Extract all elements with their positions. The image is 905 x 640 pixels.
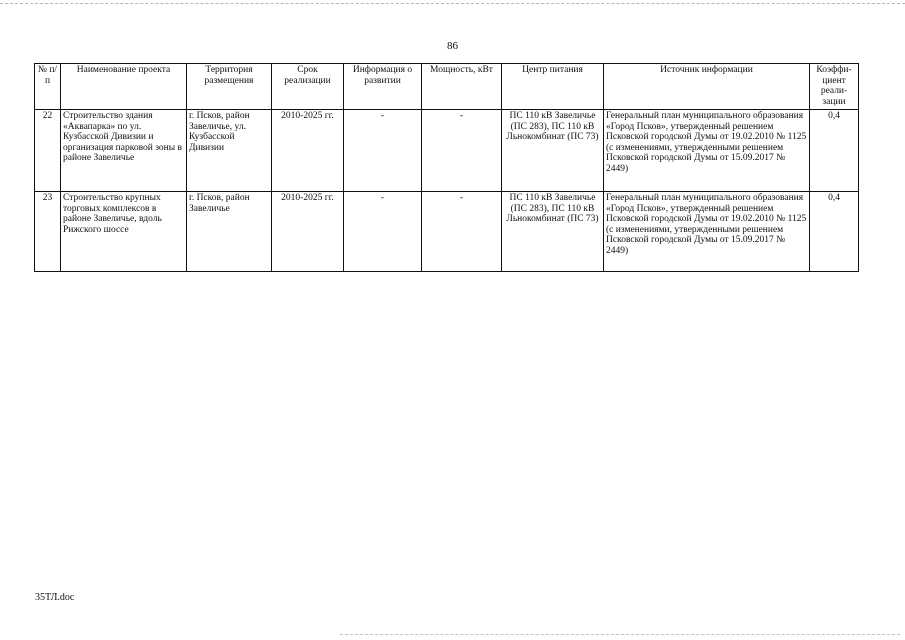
header-num: № п/п: [35, 64, 61, 110]
header-term: Срок реализации: [272, 64, 344, 110]
scan-edge-bottom: [340, 634, 900, 635]
header-info: Информация о развитии: [344, 64, 422, 110]
row-territory: г. Псков, район Завеличье, ул. Кузбасской Дивизии: [187, 110, 272, 192]
row-coef: 0,4: [810, 110, 859, 192]
scan-edge-top: [0, 3, 905, 4]
row-info: -: [344, 110, 422, 192]
row-term: 2010-2025 гг.: [272, 110, 344, 192]
row-name: Строительство здания «Аквапарка» по ул. Кузбасской Дивизии и организация парковой зоны в районе Завеличье: [61, 110, 187, 192]
row-info: -: [344, 192, 422, 272]
header-name: Наименование проекта: [61, 64, 187, 110]
header-source: Источник информации: [604, 64, 810, 110]
row-center: ПС 110 кВ Завеличье (ПС 283), ПС 110 кВ Льнокомбинат (ПС 73): [502, 192, 604, 272]
header-coef: Коэффи-циент реали-зации: [810, 64, 859, 110]
row-num: 23: [35, 192, 61, 272]
row-source: Генеральный план муниципального образования «Город Псков», утвержденный решением Псковской городской Думы от 19.02.2010 № 1125 (с изменениями, утвержденными решением Псковской городской Думы от 15.09.2017 № 2449): [604, 192, 810, 272]
row-term: 2010-2025 гг.: [272, 192, 344, 272]
row-territory: г. Псков, район Завеличье: [187, 192, 272, 272]
row-name: Строительство крупных торговых комплексов в районе Завеличье, вдоль Рижского шоссе: [61, 192, 187, 272]
page-number: 86: [447, 40, 458, 52]
row-power: -: [422, 110, 502, 192]
row-coef: 0,4: [810, 192, 859, 272]
table-row: [35, 110, 859, 192]
row-center: ПС 110 кВ Завеличье (ПС 283), ПС 110 кВ Льнокомбинат (ПС 73): [502, 110, 604, 192]
table-header-row: [35, 64, 859, 110]
footer-filename: 35ТЛ.doc: [35, 592, 75, 603]
table-row: [35, 192, 859, 272]
row-power: -: [422, 192, 502, 272]
header-center: Центр питания: [502, 64, 604, 110]
projects-table: [34, 63, 859, 272]
row-num: 22: [35, 110, 61, 192]
row-source: Генеральный план муниципального образования «Город Псков», утвержденный решением Псковской городской Думы от 19.02.2010 № 1125 (с изменениями, утвержденными решением Псковской городской Думы от 15.09.2017 № 2449): [604, 110, 810, 192]
header-territory: Территория размещения: [187, 64, 272, 110]
header-power: Мощность, кВт: [422, 64, 502, 110]
